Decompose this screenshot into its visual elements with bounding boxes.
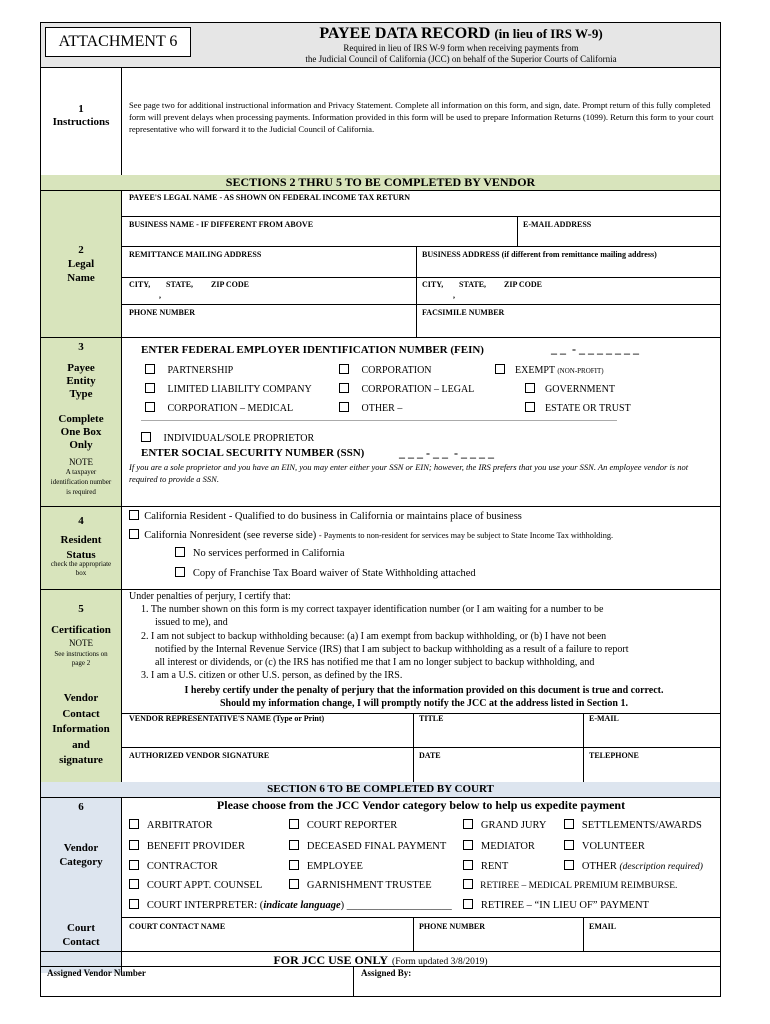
cat-mediator[interactable] [463, 840, 535, 852]
option-individual[interactable] [141, 432, 314, 444]
cert-item-2-cont: notified by the Internal Revenue Service (IRS) that I am subject to backup withholding as a result of a failure to report [155, 643, 629, 655]
title-label: TITLE [419, 714, 444, 723]
assigned-by-field[interactable] [357, 979, 719, 996]
category-prompt: Please choose from the JCC Vendor category below to help us expedite payment [216, 798, 626, 812]
checkbox[interactable] [175, 567, 185, 577]
remit-zip-label: ZIP CODE [211, 280, 250, 289]
cat-contractor[interactable] [129, 860, 218, 872]
cert-item-2-cont2: all interest or dividends, or (c) the IRS has notified me that I am no longer subject to backup withholding, and [155, 657, 595, 669]
contact-word: Contact [62, 936, 100, 948]
option-corporation-legal[interactable] [339, 383, 474, 395]
note-line-2: identification number [50, 478, 112, 486]
option-label: LIMITED LIABILITY COMPANY [167, 384, 312, 395]
biz-city-label: CITY, [422, 280, 444, 289]
court-word: Court [66, 922, 96, 934]
option-label: EXEMPT [515, 365, 555, 376]
option-label: CORPORATION – MEDICAL [167, 403, 294, 414]
ssn-label: ENTER SOCIAL SECURITY NUMBER (SSN) [141, 447, 365, 459]
court-phone-label: PHONE NUMBER [419, 922, 485, 931]
checkbox[interactable] [129, 860, 139, 870]
checkbox[interactable] [463, 860, 473, 870]
option-label: California Nonresident (see reverse side) [144, 530, 317, 541]
assigned-vendor-number-field[interactable] [43, 979, 351, 996]
phone-number-label: PHONE NUMBER [129, 308, 195, 317]
section-1-label [41, 103, 121, 129]
court-phone-field[interactable] [415, 933, 581, 951]
date-field[interactable] [415, 762, 581, 781]
only-label: Only [69, 439, 93, 451]
certification-text [129, 590, 719, 709]
fein-input[interactable]: _ _ - _ _ _ _ _ _ _ [551, 342, 639, 356]
checkbox[interactable] [145, 383, 155, 393]
instructions-label: Instructions [52, 116, 110, 128]
cat-arbitrator[interactable] [129, 819, 213, 831]
checkbox[interactable] [141, 432, 151, 442]
certification-label: Certification [51, 624, 111, 636]
option-corporation-medical[interactable] [145, 402, 293, 414]
checkbox[interactable] [564, 840, 574, 850]
option-government[interactable] [525, 383, 615, 395]
checkbox[interactable] [129, 879, 139, 889]
checkbox[interactable] [339, 364, 349, 374]
option-corporation[interactable] [339, 364, 432, 376]
court-contact-name-label: COURT CONTACT NAME [129, 922, 226, 931]
vendor-section-heading: SECTIONS 2 THRU 5 TO BE COMPLETED BY VENDOR [41, 175, 720, 190]
option-label: GARNISHMENT TRUSTEE [306, 880, 432, 891]
option-label: COURT INTERPRETER: ( [146, 900, 264, 911]
option-other[interactable] [339, 402, 402, 414]
taxpayer-note [41, 457, 121, 497]
see-instructions-2: page 2 [71, 659, 91, 667]
option-estate[interactable] [525, 402, 631, 414]
payee-legal-name-field[interactable] [123, 203, 719, 216]
option-note: - Payments to non-resident for services may be subject to State Income Tax withholding. [318, 531, 614, 540]
cert-intro: Under penalties of perjury, I certify that: [129, 591, 291, 602]
option-note: (NON-PROFIT) [557, 367, 604, 375]
cat-court-appt-counsel[interactable] [129, 879, 262, 891]
option-label: ARBITRATOR [146, 820, 213, 831]
name-label: Name [67, 272, 95, 284]
option-ftb-waiver[interactable] [175, 567, 476, 579]
option-no-services[interactable] [175, 547, 345, 559]
checkbox[interactable] [289, 879, 299, 889]
court-section-heading: SECTION 6 TO BE COMPLETED BY COURT [41, 782, 720, 797]
attachment-box [45, 27, 191, 57]
option-note: indicate language [263, 900, 341, 911]
option-label: CONTRACTOR [146, 861, 218, 872]
checkbox[interactable] [129, 510, 139, 520]
vendor-category-label [41, 841, 121, 869]
see-instructions-1: See instructions on [54, 650, 108, 658]
header-subtitle-2: the Judicial Council of California (JCC) on behalf of the Superior Courts of California [305, 54, 617, 64]
checkbox[interactable] [289, 840, 299, 850]
certify-notify: Should my information change, I will promptly notify the JCC at the address listed in Section 1. [220, 697, 628, 709]
payee-data-record-form [40, 22, 721, 997]
cat-garnishment[interactable] [289, 879, 432, 891]
payee-label: Payee [67, 362, 95, 374]
option-label: RETIREE – “IN LIEU OF” PAYMENT [480, 900, 649, 911]
cert-item-3: 3. I am a U.S. citizen or other U.S. person, as defined by the IRS. [141, 670, 403, 682]
court-contact-label [41, 921, 121, 949]
telephone-label: TELEPHONE [589, 751, 639, 760]
biz-state-label: STATE, [459, 280, 487, 289]
ssn-note: If you are a sole proprietor and you have an EIN, you may enter either your SSN or EIN; however, the IRS prefers that you use your SSN. An employee vendor is not required to provide a SSN. [129, 462, 689, 484]
option-label: GOVERNMENT [545, 384, 615, 395]
remit-comma: , [159, 291, 161, 300]
type-label: Type [69, 388, 93, 400]
interpreter-language-field[interactable]: ) ____________________ [340, 900, 452, 911]
checkbox[interactable] [175, 547, 185, 557]
option-label: GRAND JURY [480, 820, 547, 831]
checkbox[interactable] [525, 383, 535, 393]
section-5-label [41, 603, 121, 668]
cat-rent[interactable] [463, 860, 508, 872]
section-6-number: 6 [78, 801, 84, 813]
cat-other[interactable] [564, 860, 703, 872]
email-address-field[interactable] [519, 230, 719, 246]
title-text: PAYEE DATA RECORD [319, 25, 491, 42]
option-label: ESTATE OR TRUST [545, 403, 631, 414]
note-heading: NOTE [69, 457, 93, 467]
information-word: Information [52, 723, 110, 735]
option-label: COURT REPORTER [306, 820, 398, 831]
fein-label: ENTER FEDERAL EMPLOYER IDENTIFICATION NUMBER (FEIN) [141, 344, 484, 356]
option-label: EMPLOYEE [306, 861, 363, 872]
cert-item-1-cont: issued to me), and [155, 617, 228, 629]
assigned-by-label: Assigned By: [361, 968, 412, 978]
option-label: SETTLEMENTS/AWARDS [581, 820, 702, 831]
title-suffix: (in lieu of IRS W-9) [494, 26, 603, 41]
court-email-label: EMAIL [589, 922, 617, 931]
certify-statement: I hereby certify under the penalty of perjury that the information provided on this document is true and correct. [184, 685, 664, 697]
checkbox[interactable] [289, 860, 299, 870]
section-5-number: 5 [78, 603, 84, 615]
cert-item-1: 1. The number shown on this form is my correct taxpayer identification number (or I am waiting for a number to be [141, 604, 604, 616]
checkbox[interactable] [129, 529, 139, 539]
fax-number-field[interactable] [419, 318, 719, 336]
signature-word: signature [59, 754, 103, 766]
option-label: CORPORATION [361, 365, 432, 376]
checkbox[interactable] [129, 899, 139, 909]
rep-name-field[interactable] [123, 725, 413, 747]
vendor-word: Vendor [63, 692, 99, 704]
instructions-text: See page two for additional instructional information and Privacy Statement. Complete all information on this form, and sign, date. Prompt return of this fully completed form will prevent delays when processing payments. Information provided in this form will be used to prepare Information Returns (1099). Return this form to your court representative who will forward it to the Judicial Council of California. [129, 100, 714, 134]
option-label: OTHER [581, 861, 617, 872]
email-label: E-MAIL [589, 714, 619, 723]
checkbox[interactable] [463, 879, 473, 889]
status-label: Status [66, 549, 96, 561]
business-name-label: BUSINESS NAME - IF DIFFERENT FROM ABOVE [129, 220, 314, 229]
option-label: California Resident - Qualified to do business in California or maintains place of business [144, 511, 522, 522]
category-word: Category [59, 856, 103, 868]
section-4-label [41, 514, 121, 563]
ssn-input[interactable]: _ _ _ - _ _ - _ _ _ _ [399, 446, 494, 460]
fax-number-label: FACSIMILE NUMBER [422, 308, 505, 317]
option-label: CORPORATION – LEGAL [361, 384, 475, 395]
business-name-field[interactable] [123, 230, 515, 246]
cat-volunteer[interactable] [564, 840, 645, 852]
checkbox[interactable] [463, 899, 473, 909]
resident-label: Resident [60, 534, 102, 546]
checkbox[interactable] [463, 819, 473, 829]
cat-grand-jury[interactable] [463, 819, 547, 831]
checkbox[interactable] [129, 819, 139, 829]
option-partnership[interactable] [145, 364, 233, 376]
biz-zip-label: ZIP CODE [504, 280, 543, 289]
one-box-label: One Box [60, 426, 102, 438]
assigned-vendor-number-label: Assigned Vendor Number [47, 968, 146, 978]
biz-comma: , [453, 291, 455, 300]
entity-label: Entity [66, 375, 96, 387]
signature-label: AUTHORIZED VENDOR SIGNATURE [129, 751, 270, 760]
section-2-label [41, 243, 121, 285]
rep-name-label: VENDOR REPRESENTATIVE'S NAME (Type or Print) [129, 714, 325, 723]
cat-deceased[interactable] [289, 840, 446, 852]
email-address-label: E-MAIL ADDRESS [523, 220, 592, 229]
business-address-label: BUSINESS ADDRESS (if different from remittance mailing address) [422, 250, 657, 259]
remittance-address-field[interactable] [123, 260, 413, 276]
cat-retiree-lieu[interactable] [463, 899, 649, 911]
attachment-label: ATTACHMENT 6 [58, 33, 178, 50]
cert-item-2: 2. I am not subject to backup withholding because: (a) I am exempt from backup withholding, or (b) I have not been [141, 630, 607, 642]
checkbox[interactable] [129, 840, 139, 850]
telephone-field[interactable] [585, 762, 719, 781]
check-note-2: box [75, 569, 87, 577]
section-2-number: 2 [78, 244, 84, 256]
title-field[interactable] [415, 725, 581, 747]
option-llc[interactable] [145, 383, 312, 395]
option-label: COURT APPT. COUNSEL [146, 880, 263, 891]
option-ca-nonresident[interactable] [129, 529, 613, 541]
checkbox[interactable] [495, 364, 505, 374]
cat-court-interpreter[interactable] [129, 899, 452, 911]
checkbox[interactable] [145, 364, 155, 374]
and-word: and [72, 738, 90, 751]
email-field[interactable] [585, 725, 719, 747]
remit-city-label: CITY, [129, 280, 151, 289]
option-note: (description required) [619, 862, 703, 872]
cat-court-reporter[interactable] [289, 819, 397, 831]
option-label: No services performed in California [192, 548, 345, 559]
header-subtitle-1: Required in lieu of IRS W-9 form when receiving payments from [343, 43, 579, 53]
check-appropriate-note [41, 560, 121, 578]
legal-label: Legal [67, 258, 95, 270]
checkbox[interactable] [339, 402, 349, 412]
phone-number-field[interactable] [123, 318, 413, 336]
note-line-1: A taxpayer [65, 468, 97, 476]
remittance-address-label: REMITTANCE MAILING ADDRESS [129, 250, 262, 259]
note-heading: NOTE [69, 638, 93, 648]
section-3-number: 3 [78, 341, 84, 353]
cat-benefit-provider[interactable] [129, 840, 245, 852]
check-note-1: check the appropriate [50, 560, 112, 568]
form-updated: (Form updated 3/8/2019) [392, 957, 488, 967]
cat-retiree-medical[interactable] [463, 879, 677, 891]
cat-employee[interactable] [289, 860, 363, 872]
signature-field[interactable] [123, 762, 413, 781]
checkbox[interactable] [289, 819, 299, 829]
option-label: OTHER – [361, 403, 403, 414]
note-line-3: is required [66, 488, 96, 496]
checkbox[interactable] [564, 819, 574, 829]
checkbox[interactable] [463, 840, 473, 850]
contact-word: Contact [62, 707, 100, 720]
option-label: MEDIATOR [480, 841, 535, 852]
section-3-label [41, 341, 121, 452]
option-label: RENT [480, 861, 509, 872]
jcc-title: FOR JCC USE ONLY [273, 953, 389, 967]
court-email-field[interactable] [585, 933, 719, 951]
option-ca-resident[interactable] [129, 510, 522, 522]
vendor-contact-label [41, 691, 121, 769]
option-label: INDIVIDUAL/SOLE PROPRIETOR [163, 433, 315, 444]
vendor-word: Vendor [63, 842, 99, 854]
checkbox[interactable] [145, 402, 155, 412]
date-label: DATE [419, 751, 441, 760]
header-title [201, 25, 721, 43]
checkbox[interactable] [525, 402, 535, 412]
checkbox[interactable] [339, 383, 349, 393]
business-address-field[interactable] [419, 260, 719, 276]
option-exempt[interactable] [495, 364, 604, 376]
option-label: DECEASED FINAL PAYMENT [306, 841, 447, 852]
fein-divider [141, 420, 617, 421]
option-label: PARTNERSHIP [167, 365, 234, 376]
cat-settlements[interactable] [564, 819, 702, 831]
section-4-number: 4 [78, 515, 84, 527]
payee-legal-name-label: PAYEE'S LEGAL NAME - AS SHOWN ON FEDERAL INCOME TAX RETURN [129, 193, 411, 202]
remit-state-label: STATE, [166, 280, 194, 289]
checkbox[interactable] [564, 860, 574, 870]
complete-label: Complete [58, 413, 104, 425]
option-label: Copy of Franchise Tax Board waiver of State Withholding attached [192, 568, 476, 579]
option-label: VOLUNTEER [581, 841, 645, 852]
section-1-number: 1 [78, 103, 84, 115]
option-label: BENEFIT PROVIDER [146, 841, 245, 852]
option-label: RETIREE – MEDICAL PREMIUM REIMBURSE. [480, 881, 678, 891]
